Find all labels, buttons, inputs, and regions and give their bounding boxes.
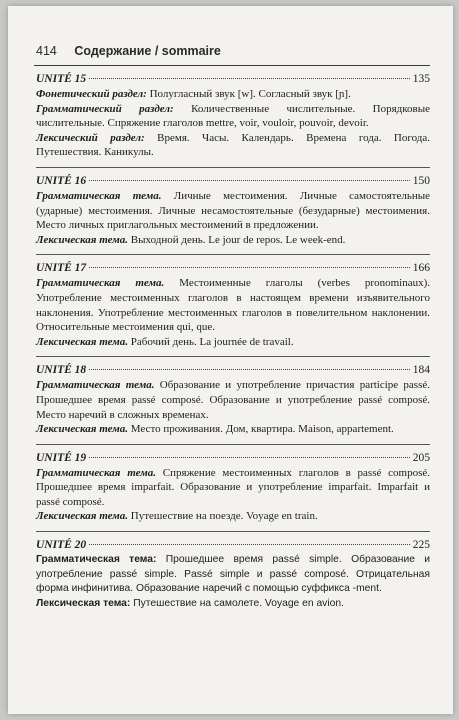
dot-leader — [89, 78, 410, 79]
entry-text: Количественные числительные. Порядковые числительные. Спряжение глаголов mettre, voir, vouloir, pouvoir, devoir. — [36, 102, 431, 130]
toc-entry — [36, 509, 430, 524]
toc-entry — [36, 466, 430, 510]
section-divider — [36, 254, 430, 255]
toc-entry — [36, 102, 430, 131]
unit-title[interactable] — [36, 72, 430, 87]
dot-leader — [89, 369, 410, 370]
toc-entry — [36, 378, 430, 422]
unit-title[interactable] — [36, 451, 430, 466]
toc-entry — [36, 553, 430, 597]
entry-label: Лексический раздел: — [36, 131, 145, 144]
entry-label: Грамматическая тема: — [36, 554, 157, 566]
unit-title[interactable] — [36, 363, 430, 378]
unit-title[interactable] — [36, 261, 430, 276]
unit-name: UNITÉ 16 — [36, 174, 87, 187]
entry-text: Рабочий день. La journée de travail. — [128, 335, 294, 348]
entry-label: Лексическая тема. — [36, 335, 129, 348]
section-divider — [36, 167, 430, 168]
entry-label: Грамматическая тема. — [36, 466, 157, 479]
toc-entry — [36, 131, 430, 160]
toc-entry — [36, 335, 430, 350]
entry-text: Спряжение местоименных глаголов в passé composé. Прошедшее время imparfait. Образование и употребление imparfait. Imparfait и passé composé. — [36, 466, 430, 508]
unit-page-number: 150 — [412, 174, 430, 187]
entry-label: Грамматический раздел: — [36, 102, 174, 115]
unit-title[interactable] — [36, 174, 430, 189]
toc-entry — [36, 233, 430, 248]
dot-leader — [89, 180, 410, 181]
entry-label: Лексическая тема. — [36, 233, 129, 246]
unit-page-number: 135 — [412, 73, 430, 85]
toc-entry — [36, 422, 430, 437]
entry-text: Местоименные глаголы (verbes pronominaux). Употребление местоименных глаголов в настоящем времени изъявительного наклонения. Употребление местоименных глаголов в повелительном наклонении. Относительные местоимения qui, que. — [36, 277, 430, 334]
unit-page-number: 225 — [412, 539, 430, 552]
page-number: 414 — [36, 44, 57, 58]
book-page — [8, 6, 453, 714]
unit-name: UNITÉ 19 — [36, 451, 87, 464]
entry-text: Образование и употребление причастия participe passé. Прошедшее время passé composé. Образование и употребление passé composé. Место наречий в сложных временах. — [36, 379, 431, 421]
toc-unit-16 — [36, 174, 430, 247]
toc-unit-15 — [36, 72, 430, 160]
entry-text: Путешествие на поезде. Voyage en train. — [128, 510, 318, 523]
unit-name: UNITÉ 20 — [36, 539, 87, 552]
entry-text: Полугласный звук [w]. Согласный звук [ɲ]. — [146, 88, 351, 100]
table-of-contents — [36, 68, 430, 611]
toc-unit-19 — [36, 451, 430, 524]
dot-leader — [89, 267, 410, 268]
entry-label: Грамматическая тема. — [36, 277, 165, 290]
section-divider — [36, 356, 430, 357]
toc-unit-18 — [36, 363, 430, 436]
page-title: Содержание / sommaire — [74, 44, 221, 58]
header-rule — [34, 65, 430, 66]
entry-label: Лексическая тема: — [36, 597, 131, 609]
unit-name: UNITÉ 15 — [36, 73, 87, 85]
unit-name: UNITÉ 17 — [36, 262, 87, 275]
toc-unit-20 — [36, 538, 430, 611]
unit-page-number: 205 — [412, 451, 430, 464]
entry-label: Фонетический раздел: — [36, 88, 147, 100]
entry-label: Грамматическая тема. — [36, 189, 162, 202]
section-divider — [36, 531, 430, 532]
dot-leader — [89, 544, 410, 545]
toc-entry — [36, 189, 430, 233]
entry-label: Лексическая тема. — [36, 510, 129, 523]
toc-entry — [36, 87, 430, 102]
entry-text: Время. Часы. Календарь. Времена года. Погода. Путешествия. Каникулы. — [36, 131, 431, 159]
unit-page-number: 184 — [412, 364, 430, 377]
entry-text: Выходной день. Le jour de repos. Le week-end. — [128, 233, 346, 246]
entry-text: Прошедшее время passé simple. Образование и употребление passé simple. Passé simple и passé composé. Отрицательная форма инфинитива. Образование наречий с помощью суффикса -ment. — [36, 554, 430, 595]
dot-leader — [89, 457, 410, 458]
unit-page-number: 166 — [412, 262, 430, 275]
entry-label: Лексическая тема. — [36, 423, 129, 436]
entry-text: Личные местоимения. Личные самостоятельные (ударные) местоимения. Личные несамостоятельные (безударные) местоимения. Место личных приглагольных местоимений в предложении. — [36, 189, 431, 232]
running-head — [36, 44, 426, 58]
toc-unit-17 — [36, 261, 430, 349]
toc-entry — [36, 276, 430, 334]
unit-name: UNITÉ 18 — [36, 364, 87, 377]
unit-title[interactable] — [36, 538, 430, 553]
entry-text: Место проживания. Дом, квартира. Maison, appartement. — [128, 423, 394, 436]
entry-label: Грамматическая тема. — [36, 379, 155, 392]
entry-text: Путешествие на самолете. Voyage en avion. — [130, 597, 344, 609]
toc-entry — [36, 597, 430, 612]
section-divider — [36, 444, 430, 445]
